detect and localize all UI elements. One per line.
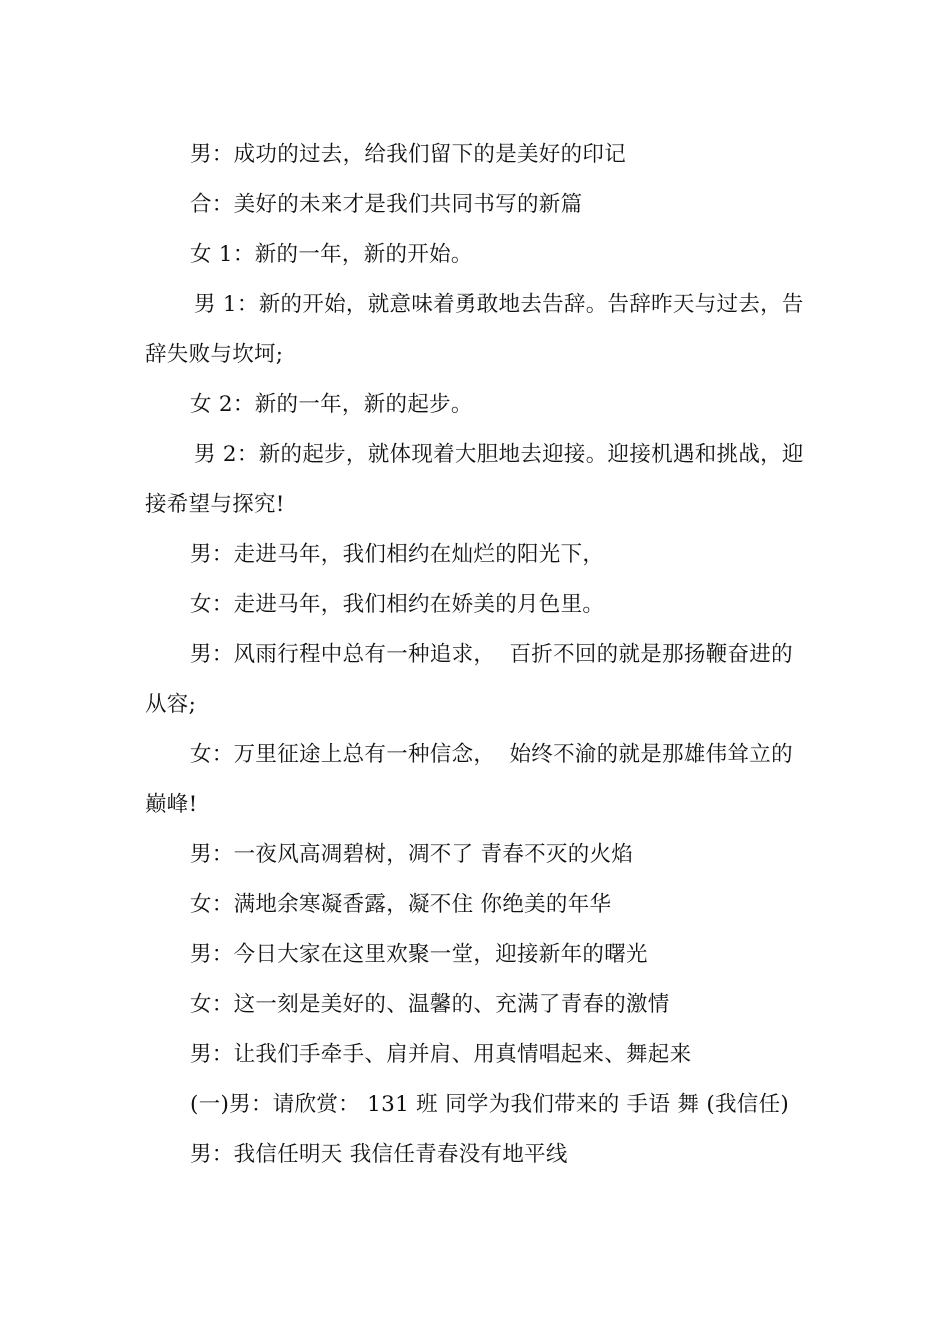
paragraph-2: 合：美好的未来才是我们共同书写的新篇	[190, 192, 583, 217]
paragraph-11: 男：一夜风高凋碧树，凋不了 青春不灭的火焰	[190, 842, 634, 867]
paragraph-15: 男：让我们手牵手、肩并肩、用真情唱起来、舞起来	[190, 1042, 692, 1067]
paragraph-14: 女：这一刻是美好的、温馨的、充满了青春的激情	[190, 992, 670, 1017]
paragraph-10: 女：万里征途上总有一种信念， 始终不渝的就是那雄伟耸立的巅峰!	[145, 742, 793, 817]
paragraph-9: 男：风雨行程中总有一种追求， 百折不回的就是那扬鞭奋进的从容;	[145, 642, 793, 717]
paragraph-13: 男：今日大家在这里欢聚一堂，迎接新年的曙光	[190, 942, 648, 967]
paragraph-5: 女 2：新的一年，新的起步。	[190, 392, 473, 417]
paragraph-1: 男：成功的过去，给我们留下的是美好的印记	[190, 142, 627, 167]
paragraph-6: 男 2：新的起步，就体现着大胆地去迎接。迎接机遇和挑战，迎接希望与探究!	[145, 442, 804, 517]
paragraph-8: 女：走进马年，我们相约在娇美的月色里。	[190, 592, 605, 617]
paragraph-17: 男：我信任明天 我信任青春没有地平线	[190, 1142, 568, 1167]
paragraph-16: (一)男：请欣赏： 131 班 同学为我们带来的 手语 舞 (我信任)	[190, 1092, 790, 1117]
paragraph-3: 女 1：新的一年，新的开始。	[190, 242, 473, 267]
paragraph-7: 男：走进马年，我们相约在灿烂的阳光下，	[190, 542, 605, 567]
paragraph-4: 男 1：新的开始，就意味着勇敢地去告辞。告辞昨天与过去，告辞失败与坎坷;	[145, 292, 804, 367]
paragraph-12: 女：满地余寒凝香露，凝不住 你绝美的年华	[190, 892, 612, 917]
script-text-body	[145, 130, 810, 1180]
